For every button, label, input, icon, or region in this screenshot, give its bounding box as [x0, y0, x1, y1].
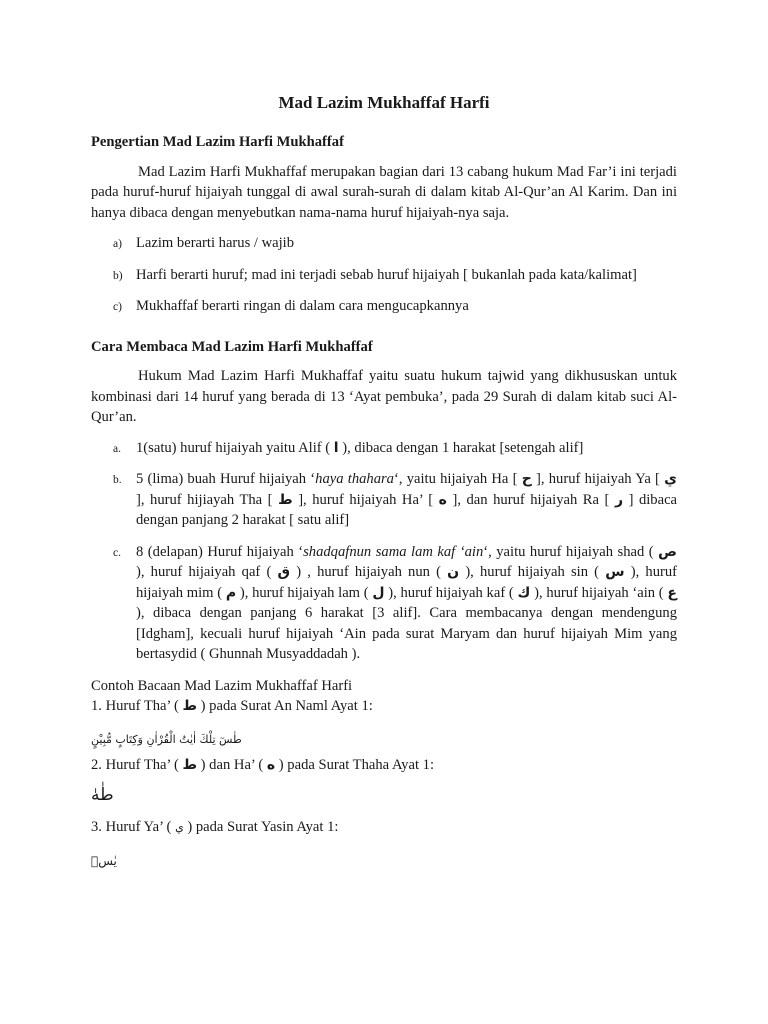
ayah-yasin-1: يٰسۤ: [91, 853, 117, 868]
text-fragment: ), huruf hijaiyah lam (: [239, 584, 369, 601]
section-heading-pengertian: Pengertian Mad Lazim Harfi Mukhaffaf: [91, 134, 344, 150]
list-marker: b.: [113, 474, 122, 486]
examples-heading: Contoh Bacaan Mad Lazim Mukhaffaf Harfi: [91, 677, 353, 694]
list-marker: b): [113, 269, 123, 282]
text-fragment: ) pada Surat Thaha Ayat 1:: [278, 756, 435, 773]
arabic-letter-alif: ا: [333, 439, 339, 456]
arabic-letter-sin: س: [605, 564, 625, 580]
arabic-letter-ra: ر: [614, 491, 624, 508]
text-fragment: ), huruf hijaiyah sin (: [465, 564, 600, 580]
list-item: [91, 542, 677, 665]
text-fragment: ], huruf hijaiyah Ya [: [536, 471, 660, 487]
list-marker: a): [113, 238, 122, 250]
text-fragment: 1(satu) huruf hijaiyah yaitu Alif (: [136, 439, 331, 456]
list-item-text: Mukhaffaf berarti ringan di dalam cara mengucapkannya: [136, 298, 469, 314]
ayah-thaha-1: طٰهٰ: [91, 785, 114, 805]
list-item: [91, 233, 677, 254]
text-fragment: ), dibaca dengan panjang 6 harakat [3 alif]. Cara membacanya dengan mendengung [Idgham], kecuali huruf hijaiyah ‘Ain pada surat Maryam dan huruf hijaiyah Mim yang bertasydid ( Ghunnah Musyaddadah ).: [136, 605, 677, 662]
section-heading-cara-membaca: Cara Membaca Mad Lazim Harfi Mukhaffaf: [91, 338, 373, 355]
arabic-letter-tha: ط: [182, 698, 198, 714]
text-fragment: 1. Huruf Tha’ (: [91, 698, 179, 714]
ayah-an-naml-1: طٰسٓ تِلْكَ اٰيٰتُ الْقُرْاٰنِ وَكِتَابٍ مُّبِيْنٍ: [91, 732, 242, 746]
arabic-letter-ya: ي: [175, 821, 184, 834]
arabic-letter-shad: ص: [658, 543, 677, 560]
text-fragment: ], huruf hijaiyah Ha’ [: [298, 491, 434, 508]
text-fragment: 2. Huruf Tha’ (: [91, 756, 179, 773]
arabic-letter-tha: ط: [278, 491, 293, 508]
list-item: [91, 296, 677, 317]
text-fragment: ) pada Surat An Naml Ayat 1:: [200, 698, 373, 714]
arabic-letter-nun: ن: [447, 564, 460, 580]
arabic-letter-ha-final: ه: [266, 756, 276, 773]
document-title: Mad Lazim Mukhaffaf Harfi: [278, 93, 490, 112]
example-3-ayah: [91, 839, 677, 879]
text-fragment: ), dibaca dengan 1 harakat [setengah alif]: [342, 439, 584, 456]
text-fragment: ) dan Ha’ (: [200, 756, 264, 773]
text-fragment: ) pada Surat Yasin Ayat 1:: [187, 819, 339, 835]
arabic-letter-lam: ل: [372, 584, 385, 601]
text-fragment: ), huruf hijaiyah ‘ain (: [534, 584, 664, 601]
text-fragment: ‘, yaitu hijaiyah Ha [: [393, 471, 518, 487]
list-marker: c.: [113, 546, 121, 559]
arabic-letter-ha: ح: [521, 471, 532, 487]
text-fragment: 8 (delapan) Huruf hijaiyah ‘: [136, 543, 304, 560]
text-fragment: ], dan huruf hijaiyah Ra [: [452, 491, 610, 508]
list-item: [91, 438, 677, 459]
arabic-letter-ya: ي: [664, 471, 677, 487]
list-item-text: Harfi berarti huruf; mad ini terjadi sebab huruf hijaiyah [ bukanlah pada kata/kalimat]: [136, 266, 637, 283]
text-fragment: ] dibaca dengan panjang 2 harakat [ satu alif]: [136, 491, 678, 528]
italic-term: haya thahara: [315, 471, 394, 487]
list-definitions: [91, 233, 677, 317]
arabic-letter-kaf: ك: [517, 584, 531, 601]
arabic-letter-mim: م: [225, 584, 237, 601]
list-item: [91, 469, 677, 531]
list-marker: c): [113, 301, 122, 313]
arabic-letter-qaf: ق: [277, 564, 291, 580]
arabic-letter-ain: ع: [667, 584, 677, 601]
paragraph-pengertian: Mad Lazim Harfi Mukhaffaf merupakan bagian dari 13 cabang hukum Mad Far’i ini terjadi pada huruf-huruf hijaiyah tunggal di awal surah-surah di dalam kitab Al-Qur’an Al Karim. Dan ini hanya dibaca dengan menyebutkan nama-nama huruf hijaiyah-nya saja.: [91, 163, 677, 221]
example-3-label: [91, 817, 677, 839]
text-fragment: ), huruf hijaiyah qaf (: [136, 564, 272, 580]
text-fragment: ], huruf hijiayah Tha [: [136, 491, 273, 508]
list-marker: a.: [113, 442, 121, 455]
example-2-ayah: [91, 775, 677, 817]
text-fragment: ‘, yaitu huruf hijaiyah shad (: [483, 543, 654, 560]
text-fragment: 3. Huruf Ya’ (: [91, 819, 172, 835]
text-fragment: ) , huruf hijaiyah nun (: [296, 564, 441, 580]
arabic-letter-tha: ط: [182, 756, 198, 773]
text-fragment: 5 (lima) buah Huruf hijaiyah ‘: [136, 471, 316, 487]
text-fragment: ), huruf hijaiyah kaf (: [388, 584, 514, 601]
list-reading-rules: [91, 438, 677, 665]
example-2-label: [91, 755, 677, 776]
text-fragment: ), huruf hijaiyah mim (: [136, 564, 678, 601]
italic-term: shadqafnun sama lam kaf ‘ain: [303, 543, 484, 560]
example-1-label: [91, 696, 677, 717]
document-body: [91, 132, 677, 879]
arabic-letter-ha-final: ه: [438, 491, 447, 508]
paragraph-cara-membaca: Hukum Mad Lazim Harfi Mukhaffaf yaitu suatu hukum tajwid yang dikhususkan untuk kombinasi dari 14 huruf yang berada di 13 ‘Ayat pembuka’, pada 29 Surah di dalam kitab suci Al-Qur’an.: [91, 368, 677, 425]
list-item: [91, 265, 677, 286]
example-1-ayah: [91, 717, 677, 755]
list-item-text: Lazim berarti harus / wajib: [136, 235, 295, 251]
